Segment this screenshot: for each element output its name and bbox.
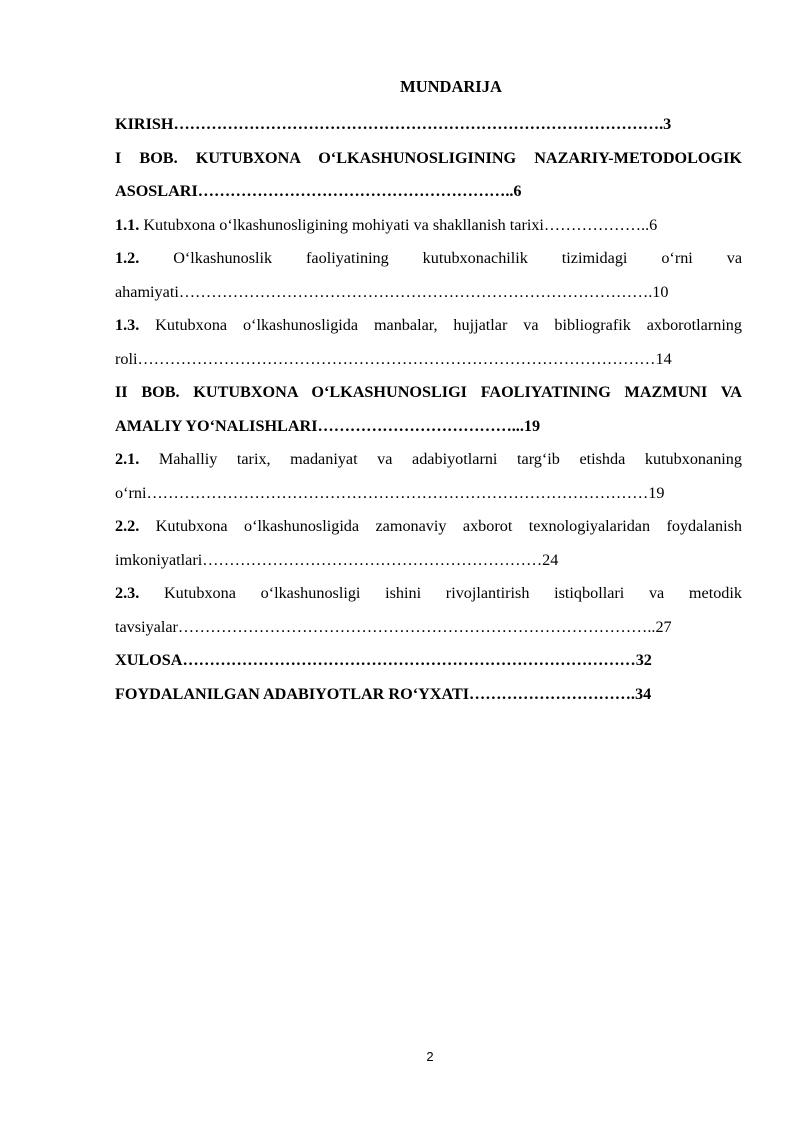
toc-entry-1-2 <box>115 242 742 309</box>
section-title: Mahalliy tarix, madaniyat va adabiyotlarni targ‘ib etishda kutubxonaning o‘rni…………………………………………………………………………………19 <box>115 450 742 502</box>
toc-entry-2-3 <box>115 577 742 644</box>
section-title: Kutubxona o‘lkashunosligining mohiyati va shakllanish tarixi………………..6 <box>139 215 658 234</box>
document-title: MUNDARIJA <box>400 77 502 96</box>
table-of-contents <box>115 108 742 711</box>
section-title: Kutubxona o‘lkashunosligi ishini rivojlantirish istiqbollari va metodik tavsiyalar……………………………………………………………………………..27 <box>115 584 742 636</box>
section-title: O‘lkashunoslik faoliyatining kutubxonachilik tizimidagi o‘rni va ahamiyati…………………………………………………………………………….10 <box>115 249 742 301</box>
section-title: Kutubxona o‘lkashunosligida zamonaviy axborot texnologiyalaridan foydalanish imkoniyatlari………………………………………………………24 <box>115 517 742 569</box>
section-title: Kutubxona o‘lkashunosligida manbalar, hujjatlar va bibliografik axborotlarning roli……………………………………………………………………………………14 <box>115 316 742 368</box>
toc-entry-kirish: KIRISH……………………………………………………………………………….3 <box>115 115 672 133</box>
section-number: 1.1. <box>115 215 140 234</box>
section-number: 2.1. <box>115 450 140 468</box>
toc-entry-xulosa: XULOSA…………………………………………………………………………32 <box>115 651 652 669</box>
toc-entry-chapter-2: II BOB. KUTUBXONA O‘LKASHUNOSLIGI FAOLIYATINING MAZMUNI VA AMALIY YO‘NALISHLARI………………………………...19 <box>115 383 742 435</box>
page-number: 2 <box>426 1049 434 1064</box>
section-number: 1.3. <box>115 316 140 334</box>
toc-entry-2-2 <box>115 510 742 577</box>
toc-entry-2-1 <box>115 443 742 510</box>
section-number: 1.2. <box>115 249 140 267</box>
toc-entry-1-1 <box>115 209 742 243</box>
section-number: 2.2. <box>115 517 140 535</box>
toc-entry-chapter-1: I BOB. KUTUBXONA O‘LKASHUNOSLIGINING NAZARIY-METODOLOGIK ASOSLARI…………………………………………………..6 <box>115 148 742 200</box>
toc-entry-1-3 <box>115 309 742 376</box>
section-number: 2.3. <box>115 584 140 602</box>
toc-entry-bibliography: FOYDALANILGAN ADABIYOTLAR RO‘YXATI………………………….34 <box>115 684 652 703</box>
